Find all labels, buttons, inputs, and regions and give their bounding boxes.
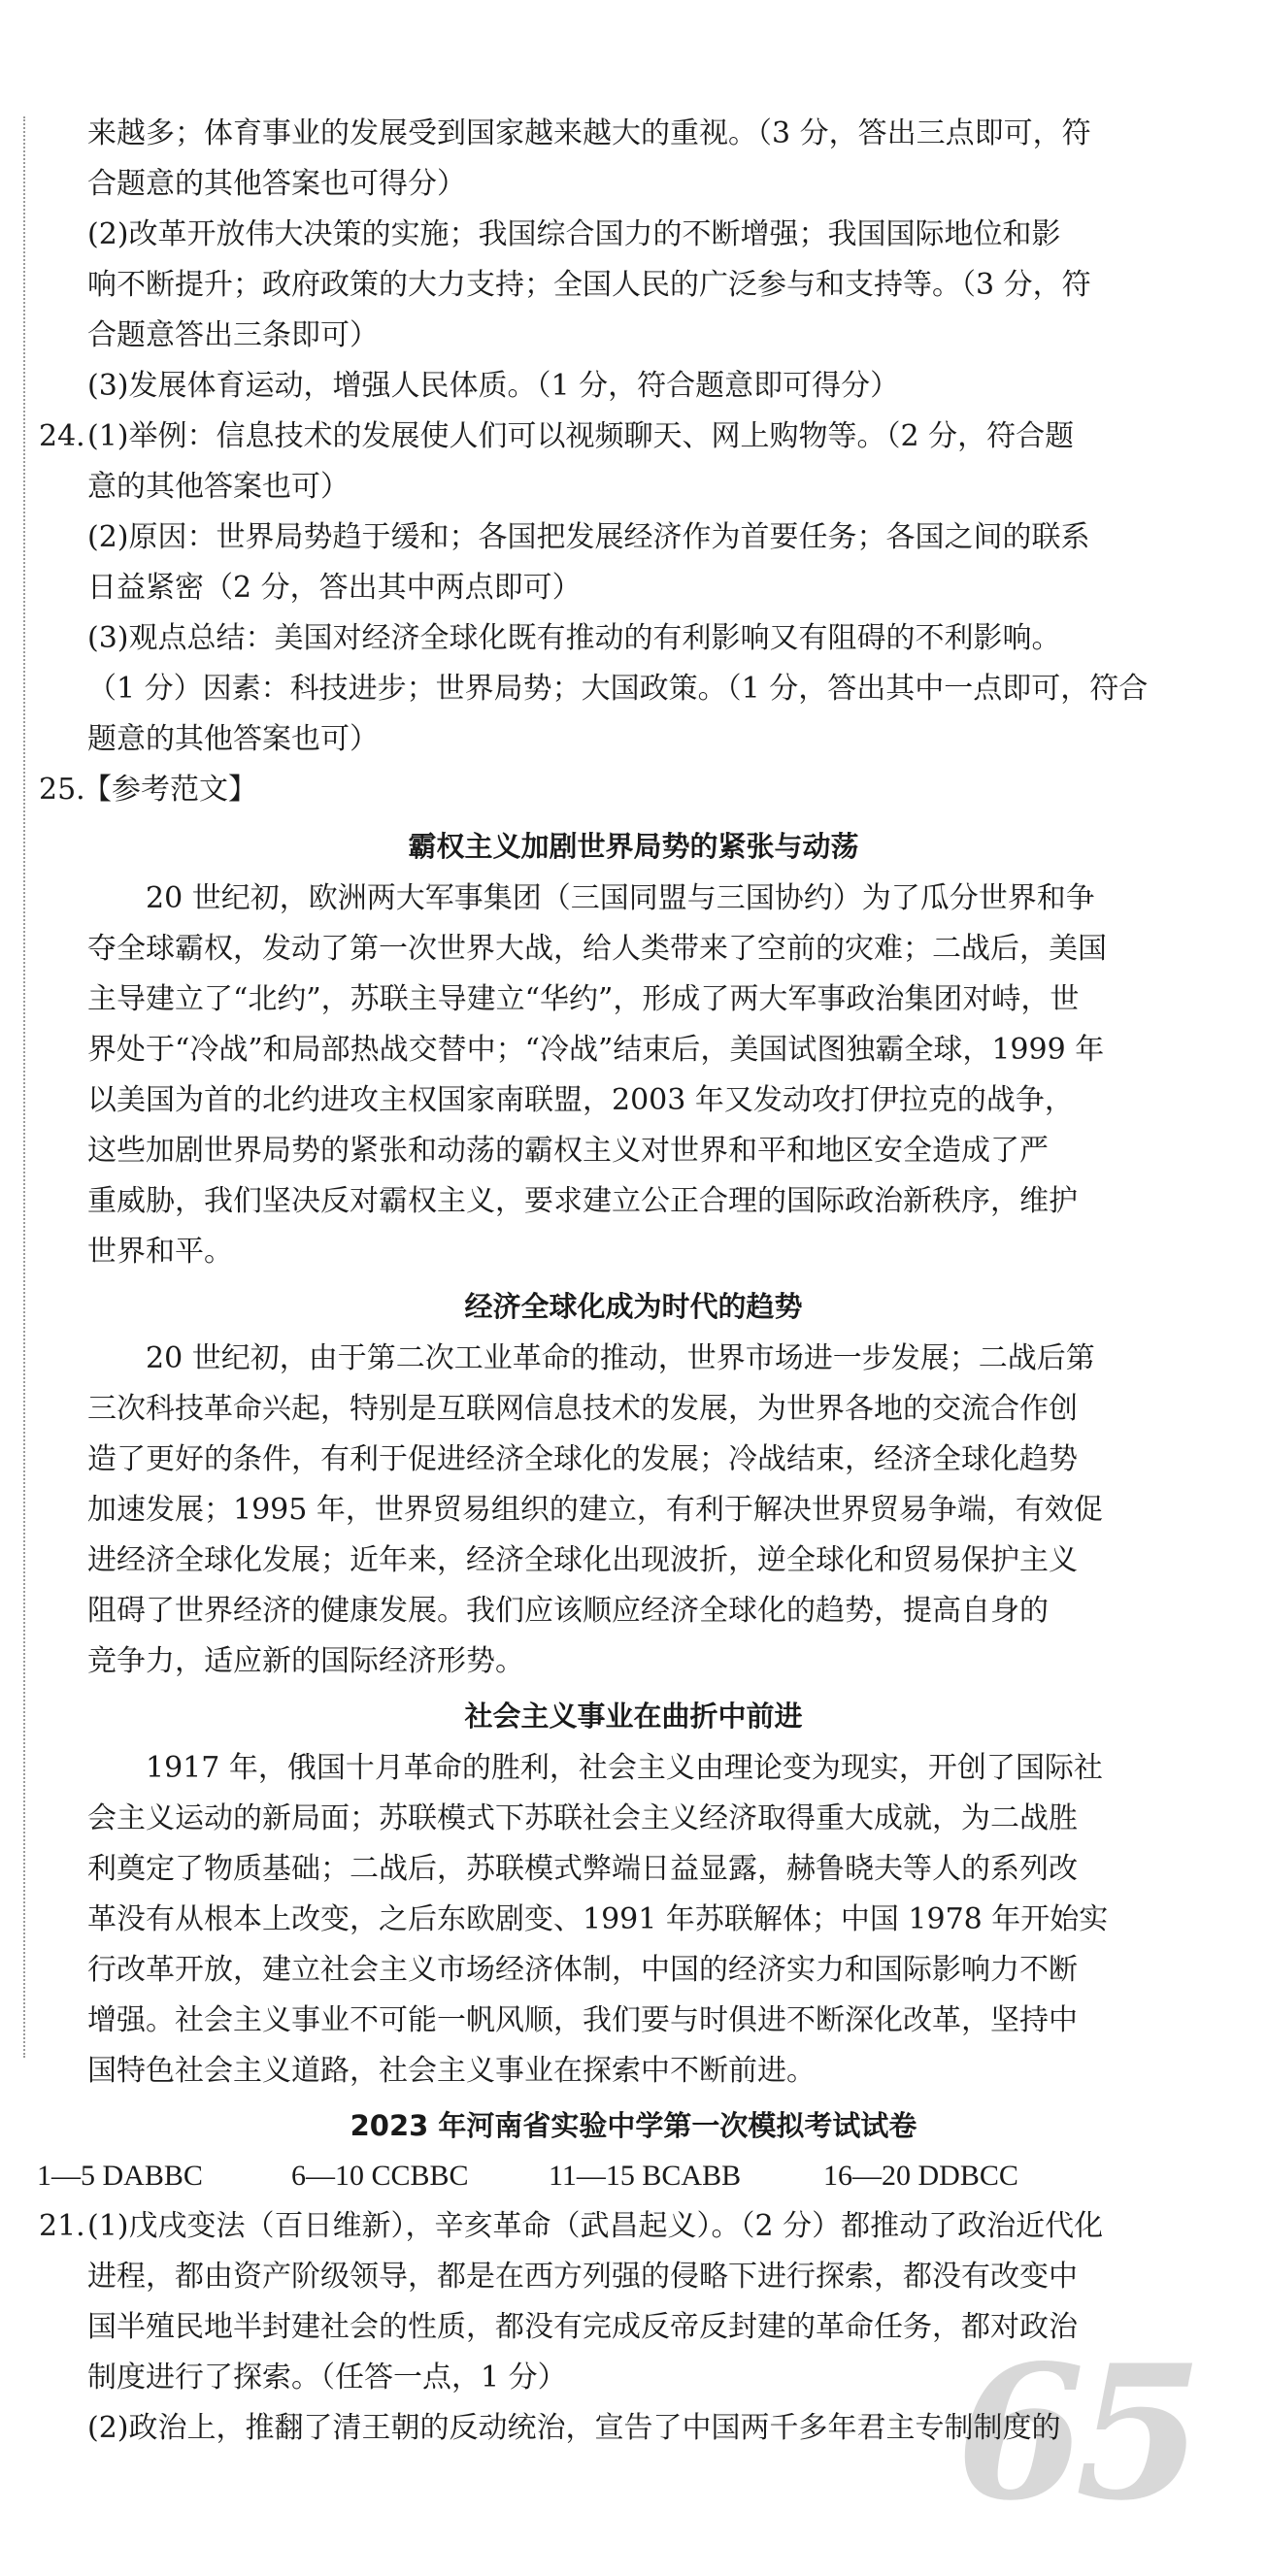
page-number-watermark: 65 bbox=[956, 2325, 1194, 2541]
question-number: 21. bbox=[39, 2209, 85, 2243]
text-line: 重威胁，我们坚决反对霸权主义，要求建立公正合理的国际政治新秩序，维护 bbox=[87, 1184, 1078, 1218]
text-line: 世界和平。 bbox=[87, 1235, 233, 1269]
text-line: 【参考范文】 bbox=[83, 773, 257, 807]
text-line: 合题意的其他答案也可得分） bbox=[87, 167, 466, 201]
text-line: 阻碍了世界经济的健康发展。我们应该顺应经济全球化的趋势，提高自身的 bbox=[87, 1594, 1049, 1628]
text-line: 三次科技革命兴起，特别是互联网信息技术的发展，为世界各地的交流合作创 bbox=[87, 1392, 1078, 1426]
text-line: 国半殖民地半封建社会的性质，都没有完成反帝反封建的革命任务，都对政治 bbox=[87, 2310, 1078, 2344]
text-line: 主导建立了“北约”，苏联主导建立“华约”，形成了两大军事政治集团对峙，世 bbox=[87, 982, 1080, 1016]
text-line: 1917 年，俄国十月革命的胜利，社会主义由理论变为现实，开创了国际社 bbox=[146, 1751, 1103, 1785]
answer-group: 1—5 DABBC bbox=[37, 2160, 203, 2192]
text-line: 进经济全球化发展；近年来，经济全球化出现波折，逆全球化和贸易保护主义 bbox=[87, 1543, 1078, 1577]
text-line: (2)原因：世界局势趋于缓和；各国把发展经济作为首要任务；各国之间的联系 bbox=[87, 520, 1090, 554]
answer-group: 6—10 CCBBC bbox=[291, 2160, 469, 2192]
text-line: (2)改革开放伟大决策的实施；我国综合国力的不断增强；我国国际地位和影 bbox=[87, 217, 1061, 251]
text-line: 国特色社会主义道路，社会主义事业在探索中不断前进。 bbox=[87, 2054, 816, 2088]
text-line: (1)戊戌变法（百日维新），辛亥革命（武昌起义）。（2 分）都推动了政治近代化 bbox=[87, 2209, 1104, 2243]
text-line: 合题意答出三条即可） bbox=[87, 318, 379, 352]
text-line: 竞争力，适应新的国际经济形势。 bbox=[87, 1644, 524, 1678]
text-line: 界处于“冷战”和局部热战交替中；“冷战”结束后，美国试图独霸全球，1999 年 bbox=[87, 1033, 1105, 1067]
answer-group: 11—15 BCABB bbox=[549, 2160, 742, 2192]
question-number: 25. bbox=[39, 773, 85, 807]
text-line: 意的其他答案也可） bbox=[87, 470, 350, 504]
text-line: 增强。社会主义事业不可能一帆风顺，我们要与时俱进不断深化改革，坚持中 bbox=[87, 2003, 1078, 2037]
text-line: (2)政治上，推翻了清王朝的反动统治，宣告了中国两千多年君主专制制度的 bbox=[87, 2411, 1061, 2445]
text-line: 这些加剧世界局势的紧张和动荡的霸权主义对世界和平和地区安全造成了严 bbox=[87, 1134, 1049, 1168]
text-line: 20 世纪初，由于第二次工业革命的推动，世界市场进一步发展；二战后第 bbox=[146, 1341, 1095, 1375]
essay-title: 经济全球化成为时代的趋势 bbox=[464, 1290, 803, 1323]
binding-margin-dots bbox=[23, 116, 25, 2058]
text-line: 行改革开放，建立社会主义市场经济体制，中国的经济实力和国际影响力不断 bbox=[87, 1953, 1078, 1987]
text-line: 制度进行了探索。（任答一点，1 分） bbox=[87, 2361, 567, 2394]
text-line: 利奠定了物质基础；二战后，苏联模式弊端日益显露，赫鲁晓夫等人的系列改 bbox=[87, 1852, 1078, 1886]
text-line: 来越多；体育事业的发展受到国家越来越大的重视。（3 分，答出三点即可，符 bbox=[87, 116, 1091, 150]
text-line: 会主义运动的新局面；苏联模式下苏联社会主义经济取得重大成就，为二战胜 bbox=[87, 1801, 1078, 1835]
text-line: 夺全球霸权，发动了第一次世界大战，给人类带来了空前的灾难；二战后，美国 bbox=[87, 932, 1107, 966]
text-line: 进程，都由资产阶级领导，都是在西方列强的侵略下进行探索，都没有改变中 bbox=[87, 2260, 1078, 2294]
question-number: 24. bbox=[39, 419, 85, 453]
text-line: 20 世纪初，欧洲两大军事集团（三国同盟与三国协约）为了瓜分世界和争 bbox=[146, 881, 1095, 915]
text-line: (3)观点总结：美国对经济全球化既有推动的有利影响又有阻碍的不利影响。 bbox=[87, 621, 1061, 655]
essay-title: 社会主义事业在曲折中前进 bbox=[464, 1700, 803, 1733]
text-line: （1 分）因素：科技进步；世界局势；大国政策。（1 分，答出其中一点即可，符合 bbox=[87, 672, 1149, 706]
text-line: (1)举例：信息技术的发展使人们可以视频聊天、网上购物等。（2 分，符合题 bbox=[87, 419, 1075, 453]
text-line: 响不断提升；政府政策的大力支持；全国人民的广泛参与和支持等。（3 分，符 bbox=[87, 268, 1091, 302]
text-line: 题意的其他答案也可） bbox=[87, 722, 379, 756]
exam-title: 2023 年河南省实验中学第一次模拟考试试卷 bbox=[350, 2109, 917, 2142]
text-line: 造了更好的条件，有利于促进经济全球化的发展；冷战结束，经济全球化趋势 bbox=[87, 1442, 1078, 1476]
text-line: 加速发展；1995 年，世界贸易组织的建立，有利于解决世界贸易争端，有效促 bbox=[87, 1493, 1103, 1527]
essay-title: 霸权主义加剧世界局势的紧张与动荡 bbox=[408, 830, 859, 863]
text-line: (3)发展体育运动，增强人民体质。（1 分，符合题意即可得分） bbox=[87, 369, 900, 403]
answer-group: 16—20 DDBCC bbox=[823, 2160, 1018, 2192]
text-line: 日益紧密（2 分，答出其中两点即可） bbox=[87, 571, 582, 605]
text-line: 革没有从根本上改变，之后东欧剧变、1991 年苏联解体；中国 1978 年开始实 bbox=[87, 1902, 1109, 1936]
text-line: 以美国为首的北约进攻主权国家南联盟，2003 年又发动攻打伊拉克的战争， bbox=[87, 1083, 1074, 1117]
